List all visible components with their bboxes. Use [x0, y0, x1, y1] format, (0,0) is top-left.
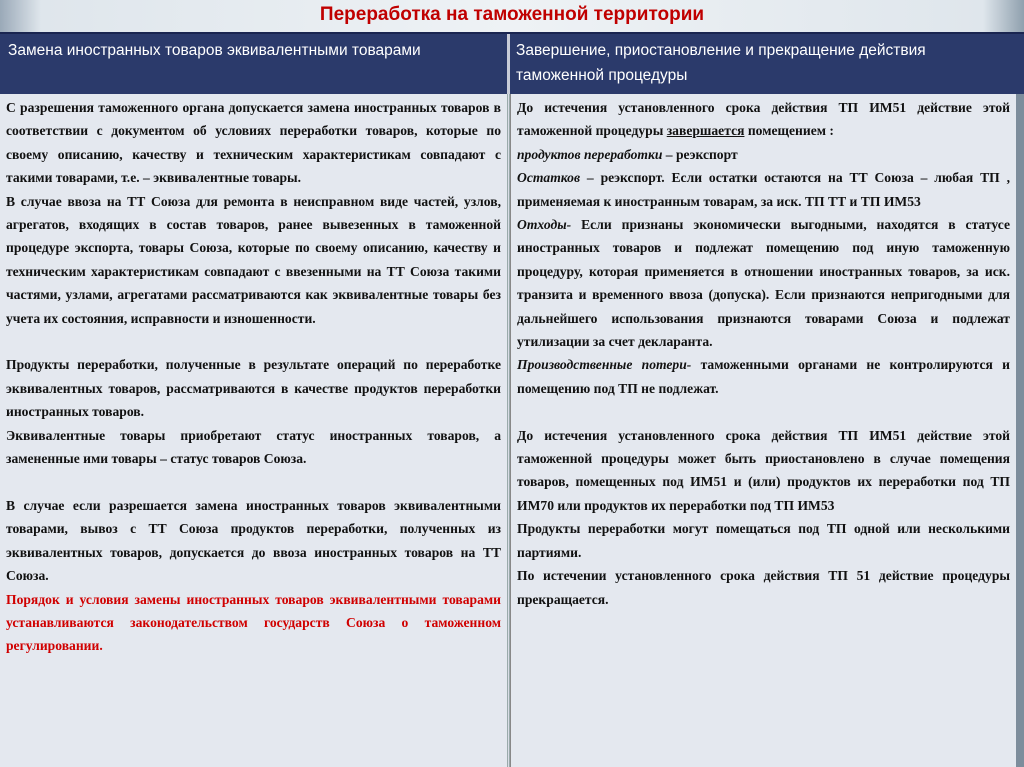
- right-paragraph-3: [517, 166, 1010, 213]
- table-header: [0, 32, 1024, 96]
- right-edge-bar: [1016, 94, 1024, 767]
- right-p2-italic: продуктов переработки: [517, 146, 663, 162]
- right-p5-text: таможенными органами не контролируются и помещению под ТП не подлежат.: [517, 357, 1010, 396]
- right-p3-text: – реэкспорт. Если остатки остаются на ТТ Союза – любая ТП , применяемая к иностранным товарам, за иск. ТП ТТ и ТП ИМ53: [517, 170, 1010, 209]
- right-paragraph-4: [517, 213, 1010, 353]
- left-paragraph-red: Порядок и условия замены иностранных товаров эквивалентными товарами устанавливаются законодательством государств Союза о таможенном регулировании.: [6, 591, 501, 654]
- header-right: Завершение, приостановление и прекращение действия таможенной процедуры: [516, 42, 926, 84]
- right-p1-end: помещением :: [744, 123, 834, 139]
- right-p4-italic: Отходы-: [517, 217, 572, 233]
- right-paragraph-8: По истечении установленного срока действия ТП 51 действие процедуры прекращается.: [517, 568, 1010, 607]
- header-left: Замена иностранных товаров эквивалентными товарами: [8, 42, 421, 59]
- right-p1-underlined: завершается: [666, 123, 745, 139]
- left-paragraph-3: Продукты переработки, полученные в результате операций по переработке эквивалентных товаров, рассматриваются в качестве продуктов переработки иностранных товаров.: [6, 357, 501, 420]
- table-body: [0, 94, 1024, 767]
- right-p3-italic: Остатков: [517, 170, 581, 186]
- right-p5-italic: Производственные потери-: [517, 357, 692, 373]
- right-paragraph-2: [517, 143, 1010, 166]
- right-paragraph-7: Продукты переработки могут помещаться под ТП одной или несколькими партиями.: [517, 521, 1010, 560]
- left-paragraph-4: Эквивалентные товары приобретают статус иностранных товаров, а замененные ими товары – статус товаров Союза.: [6, 427, 501, 467]
- right-column: [510, 94, 1016, 767]
- right-p4-text: Если признаны экономически выгодными, находятся в статусе иностранных товаров и подлежат помещению под иную таможенную процедуру, которая применяется в отношении иностранных товаров, за иск. транзита и временного ввоза (допуска). Если признаются непригодными для дальнейшего использования признаются товарами Союза и подлежат утилизации за счет декларанта.: [517, 217, 1010, 350]
- right-paragraph-5: [517, 353, 1010, 400]
- left-paragraph-5: В случае если разрешается замена иностранных товаров эквивалентными товарами, вывоз с ТТ Союза продуктов переработки, полученных из эквивалентных товаров, допускается до ввоза иностранных товаров на ТТ Союза.: [6, 497, 501, 584]
- right-paragraph-1: [517, 96, 1010, 143]
- left-paragraph-1: С разрешения таможенного органа допускается замена иностранных товаров в соответствии с документом об условиях переработки товаров, которые по своему описанию, качеству и техническим характеристикам совпадают с такими товарами, т.е. – эквивалентные товары.: [6, 100, 501, 186]
- right-p1-text: До истечения установленного срока действия ТП ИМ51 действие этой таможенной процедуры: [517, 100, 1010, 139]
- left-paragraph-2: В случае ввоза на ТТ Союза для ремонта в неисправном виде частей, узлов, агрегатов, входящих в состав товаров, ранее вывезенных в таможенной процедуре экспорта, товары Союза, которые по своему описанию, качеству и техническим характеристикам совпадают с ввезенными на ТТ Союза такими частями, узлами, агрегатами рассматриваются как эквивалентные товары без учета их состояния, исправности и изношенности.: [6, 193, 501, 326]
- right-paragraph-6: До истечения установленного срока действия ТП ИМ51 действие этой таможенной процедуры может быть приостановлено в случае помещения товаров, помещенных под ИМ51 и (или) продуктов их переработки под ТП ИМ70 или продуктов их переработки под ТП ИМ53: [517, 427, 1010, 513]
- left-column: [0, 94, 507, 767]
- right-p2-text: – реэкспорт: [662, 146, 738, 162]
- page-title: Переработка на таможенной территории: [319, 4, 705, 25]
- header-divider: [507, 34, 510, 94]
